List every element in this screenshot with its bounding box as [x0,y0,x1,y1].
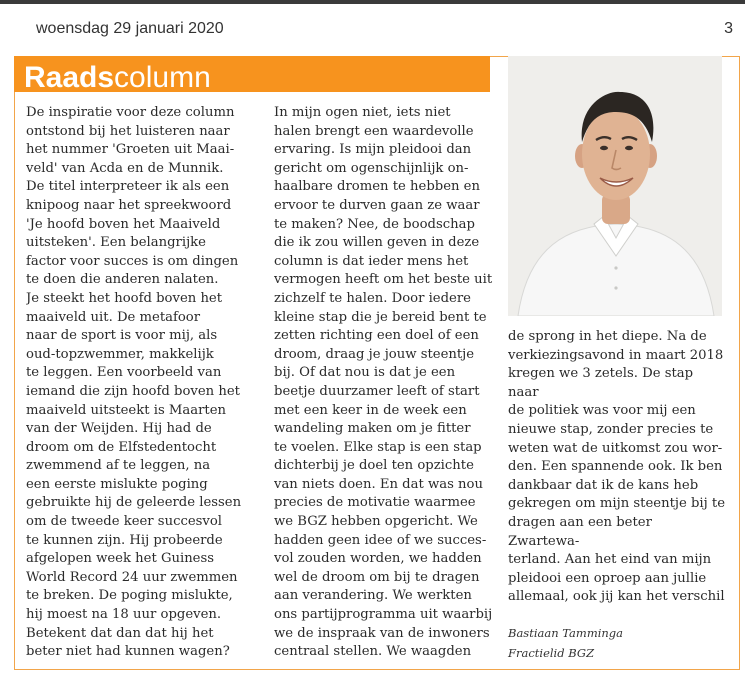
author-portrait-illustration [508,56,722,316]
author-role: Fractielid BGZ [508,646,595,660]
article-title [24,58,484,98]
page-number: 3 [724,20,733,37]
author-name: Bastiaan Tamminga [508,626,624,640]
article-column-3: de sprong in het diepe. Na de verkiezingsavond in maart 2018 kregen we 3 zetels. De stap naar de politiek was voor mij een nieuwe stap, zonder precies te weten wat de uitkomst zou wor- den. Een spannende ook. Ik ben dankbaar dat ik de kans heb gekregen om mijn steentje bij te dragen aan een beter Zwartewa- terland. Aan het eind van mijn pleidooi een oproep aan jullie allemaal, ook jij kan het verschil [508,329,726,605]
top-edge-bar [0,0,745,4]
article-title-bold: Raads [24,61,115,94]
article-title-regular: column [114,61,211,94]
issue-date: woensdag 29 januari 2020 [36,20,224,37]
author-portrait [508,56,722,316]
article-column-2: In mijn ogen niet, iets niet halen brengt een waardevolle ervaring. Is mijn pleidooi dan gericht om ogenschijnlijk on- haalbare dromen te hebben en ervoor te durven gaan ze waar te maken? Nee, de boodschap die ik zou willen geven in deze column is dat ieder mens het vermogen heeft om het beste uit zichzelf te halen. Door iedere kleine stap die je bereid bent te zetten richting een doel of een droom, draag je jouw steentje bij. Of dat nou is dat je een beetje duurzamer leeft of start met een keer in de week een wandeling maken om je fitter te voelen. Elke stap is een stap dichterbij je doel ten opzichte van niets doen. En dat was nou precies de motivatie waarmee we BGZ hebben opgericht. We hadden geen idee of we succes- vol zouden worden, we hadden wel de droom om bij te dragen aan verandering. We werkten ons partijprogramma uit waarbij we de inspraak van de inwoners centraal stellen. We waagden [274,105,493,660]
article-column-1: De inspiratie voor deze column ontstond bij het luisteren naar het nummer 'Groeten uit Maai- veld' van Acda en de Munnik. De titel interpreteer ik als een knipoog naar het spreekwoord 'Je hoofd boven het Maaiveld uitsteken'. Een belangrijke factor voor succes is om dingen te doen die anderen nalaten. Je steekt het hoofd boven het maaiveld uit. De metafoor naar de sport is voor mij, als oud-topzwemmer, makkelijk te leggen. Een voorbeeld van iemand die zijn hoofd boven het maaiveld uitsteekt is Maarten van der Weijden. Hij had de droom om de Elfstedentocht zwemmend af te leggen, na een eerste mislukte poging gebruikte hij de geleerde lessen om de tweede keer succesvol te kunnen zijn. Hij probeerde afgelopen week het Guiness World Record 24 uur zwemmen te breken. De poging mislukte, hij moest na 18 uur opgeven. Betekent dat dan dat hij het beter niet had kunnen wagen? [26,105,242,660]
